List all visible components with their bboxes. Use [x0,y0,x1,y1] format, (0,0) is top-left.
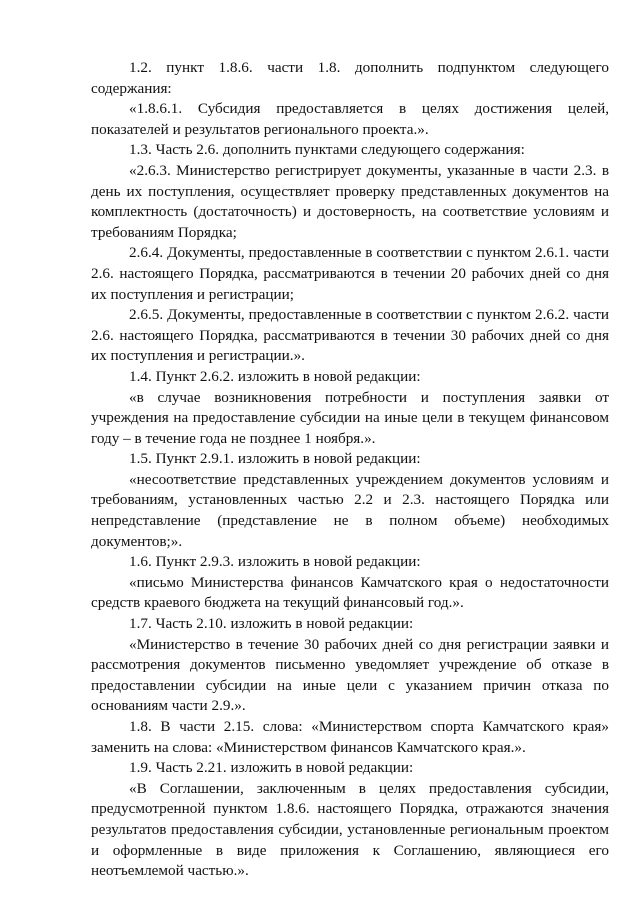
paragraph-2-6-3: «2.6.3. Министерство регистрирует документы, указанные в части 2.3. в день их поступления, осуществляет проверку представленных документов на комплектность (достаточность) и достоверность, на соответствие условиям и требованиям Порядка; [91,161,609,241]
paragraph-1-7-quote: «Министерство в течение 30 рабочих дней со дня регистрации заявки и рассмотрения документов письменно уведомляет учреждение об отказе в предоставлении субсидии на иные цели с указанием причин отказа по основаниям части 2.9.». [91,635,609,715]
paragraph-1-5: 1.5. Пункт 2.9.1. изложить в новой редакции: [129,450,421,468]
paragraph-1-6-quote: «письмо Министерства финансов Камчатского края о недостаточности средств краевого бюджета на текущий финансовый год.». [91,573,609,612]
paragraph-2-6-5: 2.6.5. Документы, предоставленные в соответствии с пунктом 2.6.2. части 2.6. настоящего Порядка, рассматриваются в течении 30 рабочих дней со дня их поступления и регистрации.». [91,306,609,365]
paragraph-1-2-quote: «1.8.6.1. Субсидия предоставляется в целях достижения целей, показателей и результатов регионального проекта.». [91,100,609,138]
paragraph-1-7: 1.7. Часть 2.10. изложить в новой редакции: [129,615,414,633]
paragraph-1-3: 1.3. Часть 2.6. дополнить пунктами следующего содержания: [129,141,525,159]
paragraph-1-5-quote: «несоответствие представленных учреждением документов условиям и требованиям, установленных частью 2.2 и 2.3. настоящего Порядка или непредставление (представление не в полном объеме) необходимых документов;». [91,470,609,550]
paragraph-1-9: 1.9. Часть 2.21. изложить в новой редакции: [129,759,414,777]
paragraph-1-6: 1.6. Пункт 2.9.3. изложить в новой редакции: [129,553,421,571]
paragraph-1-4: 1.4. Пункт 2.6.2. изложить в новой редакции: [129,367,421,385]
paragraph-1-4-quote: «в случае возникновения потребности и поступления заявки от учреждения на предоставление субсидии на иные цели в текущем финансовом году – в течение года не позднее 1 ноября.». [91,388,609,447]
paragraph-1-2: 1.2. пункт 1.8.6. части 1.8. дополнить подпунктом следующего содержания: [91,59,609,97]
paragraph-1-9-quote: «В Соглашении, заключенным в целях предоставления субсидии, предусмотренной пунктом 1.8.6. настоящего Порядка, отражаются значения результатов предоставления субсидии, установленные региональным проектом и оформленные в виде приложения к Соглашению, являющиеся его неотъемлемой частью.». [91,779,609,880]
paragraph-2-6-4: 2.6.4. Документы, предоставленные в соответствии с пунктом 2.6.1. части 2.6. настоящего Порядка, рассматриваются в течении 20 рабочих дней со дня их поступления и регистрации; [91,244,609,303]
paragraph-1-8: 1.8. В части 2.15. слова: «Министерством спорта Камчатского края» заменить на слова: «Министерством финансов Камчатского края.». [91,718,609,756]
document-body [91,58,609,882]
